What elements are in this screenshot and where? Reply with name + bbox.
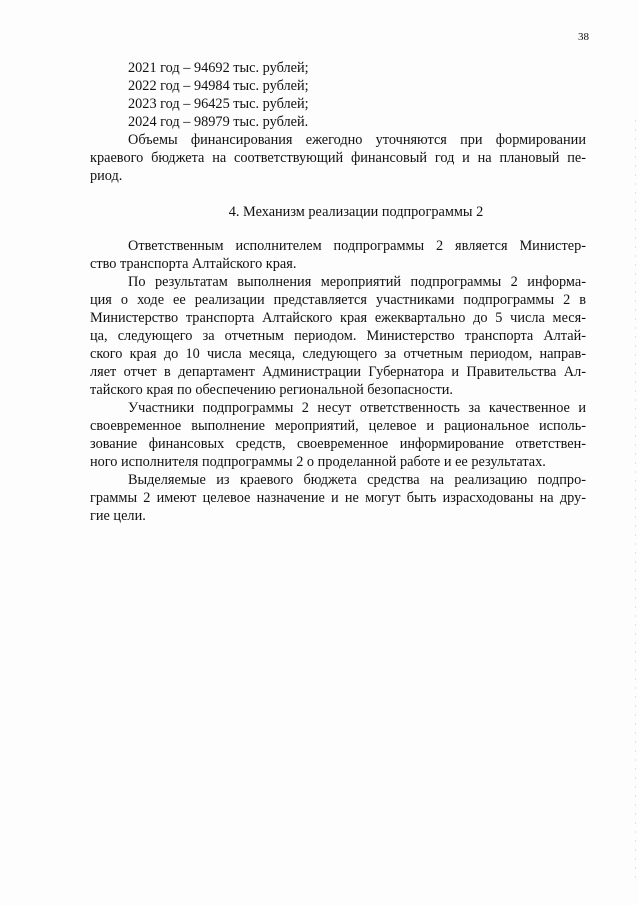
paragraph-line: ляет отчет в департамент Администрации Губернатора и Правительства Ал- [90, 364, 586, 380]
funding-line-2022: 2022 год – 94984 тыс. рублей; [128, 78, 309, 94]
paragraph-line: зование финансовых средств, своевременное информирование ответствен- [90, 436, 586, 452]
paragraph-line: По результатам выполнения мероприятий подпрограммы 2 информа- [128, 274, 586, 290]
scan-edge-artifact [635, 120, 636, 880]
funding-note-line: риод. [90, 168, 123, 184]
funding-note-line: краевого бюджета на соответствующий финансовый год и на плановый пе- [90, 150, 586, 166]
paragraph-line: Ответственным исполнителем подпрограммы 2 является Министер- [128, 238, 586, 254]
paragraph-line: гие цели. [90, 508, 146, 524]
paragraph-line: ного исполнителя подпрограммы 2 о проделанной работе и ее результатах. [90, 454, 546, 470]
paragraph-line: граммы 2 имеют целевое назначение и не могут быть израсходованы на дру- [90, 490, 586, 506]
paragraph-line: ца, следующего за отчетным периодом. Министерство транспорта Алтай- [90, 328, 586, 344]
funding-note-line: Объемы финансирования ежегодно уточняются при формировании [128, 132, 586, 148]
section-title: 4. Механизм реализации подпрограммы 2 [228, 204, 484, 220]
funding-line-2021: 2021 год – 94692 тыс. рублей; [128, 60, 309, 76]
funding-line-2023: 2023 год – 96425 тыс. рублей; [128, 96, 309, 112]
paragraph-line: ция о ходе ее реализации представляется участниками подпрограммы 2 в [90, 292, 586, 308]
paragraph-line: Выделяемые из краевого бюджета средства на реализацию подпро- [128, 472, 586, 488]
paragraph-line: тайского края по обеспечению региональной безопасности. [90, 382, 453, 398]
page-number: 38 [578, 31, 589, 43]
paragraph-line: ского края до 10 числа месяца, следующего за отчетным периодом, направ- [90, 346, 586, 362]
funding-line-2024: 2024 год – 98979 тыс. рублей. [128, 114, 309, 130]
paragraph-line: Участники подпрограммы 2 несут ответственность за качественное и [128, 400, 586, 416]
paragraph-line: своевременное выполнение мероприятий, целевое и рациональное исполь- [90, 418, 586, 434]
paragraph-line: Министерство транспорта Алтайского края ежеквартально до 5 числа меся- [90, 310, 586, 326]
paragraph-line: ство транспорта Алтайского края. [90, 256, 297, 272]
